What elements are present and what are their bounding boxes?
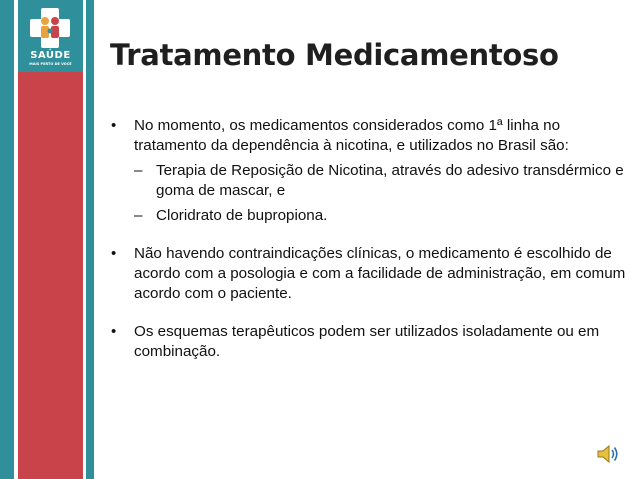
sub-dash: – bbox=[134, 162, 143, 179]
teal-stripe bbox=[0, 0, 14, 479]
teal-stripe-2 bbox=[86, 0, 94, 479]
sub-dash: – bbox=[134, 207, 143, 224]
logo-subtitle: MAIS PERTO DE VOCÊ bbox=[29, 62, 72, 66]
health-logo-icon bbox=[24, 6, 76, 50]
bullet-text: Não havendo contraindicações clínicas, o medicamento é escolhido de acordo com a posologia e com a facilidade de administração, em comum acordo com o paciente. bbox=[134, 245, 626, 302]
sub-list bbox=[134, 161, 628, 226]
bullet-dot: • bbox=[111, 245, 117, 262]
bullet-dot: • bbox=[111, 323, 117, 340]
bullet-text: No momento, os medicamentos considerados como 1ª linha no tratamento da dependência à nicotina, e utilizados no Brasil são: bbox=[134, 117, 569, 154]
bullet-text: Os esquemas terapêuticos podem ser utilizados isoladamente ou em combinação. bbox=[134, 323, 600, 360]
logo-title: SAÚDE bbox=[30, 50, 71, 61]
bullet-item bbox=[108, 116, 628, 226]
bullet-item bbox=[108, 322, 628, 362]
sub-item-text: Cloridrato de bupropiona. bbox=[156, 207, 328, 224]
slide-title: Tratamento Medicamentoso bbox=[110, 38, 559, 72]
speaker-icon[interactable] bbox=[596, 443, 620, 465]
slide-content bbox=[108, 116, 628, 380]
bullet-dot: • bbox=[111, 117, 117, 134]
sub-item bbox=[134, 206, 628, 226]
sidebar-decoration bbox=[0, 0, 98, 479]
bullet-item bbox=[108, 244, 628, 304]
sub-item-text: Terapia de Reposição de Nicotina, através do adesivo transdérmico e goma de mascar, e bbox=[156, 162, 624, 199]
sub-item bbox=[134, 161, 628, 201]
